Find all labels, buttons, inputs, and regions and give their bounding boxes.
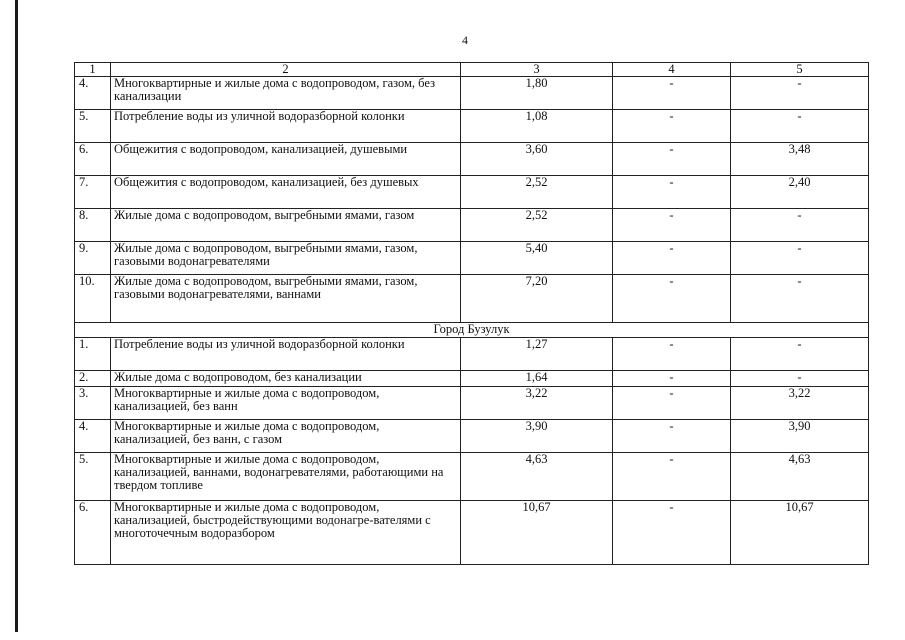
row-description: Жилые дома с водопроводом, без канализации	[111, 371, 461, 387]
row-value-col5: 3,22	[731, 387, 869, 420]
row-description: Потребление воды из уличной водоразборной колонки	[111, 110, 461, 143]
row-value-col3: 1,80	[461, 77, 613, 110]
header-col-3: 3	[461, 63, 613, 77]
table-row	[75, 209, 869, 242]
row-number: 1.	[75, 338, 111, 371]
row-value-col4: -	[613, 110, 731, 143]
table-row	[75, 77, 869, 110]
row-value-col3: 1,08	[461, 110, 613, 143]
row-number: 6.	[75, 501, 111, 565]
row-value-col4: -	[613, 453, 731, 501]
row-value-col4: -	[613, 209, 731, 242]
table-row	[75, 176, 869, 209]
row-number: 5.	[75, 453, 111, 501]
table-row	[75, 420, 869, 453]
table-row	[75, 371, 869, 387]
header-col-1: 1	[75, 63, 111, 77]
row-value-col5: -	[731, 371, 869, 387]
row-value-col3: 3,22	[461, 387, 613, 420]
row-value-col3: 2,52	[461, 209, 613, 242]
row-value-col3: 2,52	[461, 176, 613, 209]
row-value-col5: -	[731, 338, 869, 371]
table-row	[75, 387, 869, 420]
table-row	[75, 275, 869, 323]
row-value-col3: 3,90	[461, 420, 613, 453]
section-title: Город Бузулук	[75, 323, 869, 338]
table-row	[75, 242, 869, 275]
row-value-col3: 3,60	[461, 143, 613, 176]
row-description: Многоквартирные и жилые дома с водопроводом, канализацией, без ванн, с газом	[111, 420, 461, 453]
row-value-col3: 5,40	[461, 242, 613, 275]
row-number: 2.	[75, 371, 111, 387]
row-value-col5: 2,40	[731, 176, 869, 209]
table-row	[75, 110, 869, 143]
row-value-col5: -	[731, 275, 869, 323]
row-description: Многоквартирные и жилые дома с водопроводом, канализацией, быстродействующими водонагре-вателями с многоточечным водоразбором	[111, 501, 461, 565]
header-col-4: 4	[613, 63, 731, 77]
row-value-col3: 1,27	[461, 338, 613, 371]
row-value-col5: -	[731, 209, 869, 242]
row-description: Многоквартирные и жилые дома с водопроводом, канализацией, ваннами, водонагревателями, работающими на твердом топливе	[111, 453, 461, 501]
row-description: Жилые дома с водопроводом, выгребными ямами, газом, газовыми водонагревателями	[111, 242, 461, 275]
row-value-col4: -	[613, 275, 731, 323]
row-value-col5: -	[731, 110, 869, 143]
row-description: Общежития с водопроводом, канализацией, душевыми	[111, 143, 461, 176]
row-value-col3: 7,20	[461, 275, 613, 323]
row-value-col4: -	[613, 143, 731, 176]
row-value-col4: -	[613, 420, 731, 453]
row-number: 9.	[75, 242, 111, 275]
row-value-col3: 1,64	[461, 371, 613, 387]
row-value-col4: -	[613, 338, 731, 371]
table-row	[75, 143, 869, 176]
row-value-col4: -	[613, 77, 731, 110]
table-header-row	[75, 63, 869, 77]
table-row	[75, 338, 869, 371]
left-margin-bar	[15, 0, 18, 632]
row-value-col5: 3,48	[731, 143, 869, 176]
consumption-table	[74, 62, 869, 565]
row-value-col5: 3,90	[731, 420, 869, 453]
row-number: 4.	[75, 420, 111, 453]
row-value-col5: 10,67	[731, 501, 869, 565]
page-number: 4	[462, 33, 468, 47]
row-number: 8.	[75, 209, 111, 242]
row-description: Жилые дома с водопроводом, выгребными ямами, газом, газовыми водонагревателями, ваннами	[111, 275, 461, 323]
row-value-col5: 4,63	[731, 453, 869, 501]
row-description: Жилые дома с водопроводом, выгребными ямами, газом	[111, 209, 461, 242]
row-description: Многоквартирные и жилые дома с водопроводом, газом, без канализации	[111, 77, 461, 110]
row-number: 3.	[75, 387, 111, 420]
row-value-col5: -	[731, 242, 869, 275]
row-value-col5: -	[731, 77, 869, 110]
row-description: Многоквартирные и жилые дома с водопроводом, канализацией, без ванн	[111, 387, 461, 420]
row-number: 5.	[75, 110, 111, 143]
table-row	[75, 453, 869, 501]
row-value-col4: -	[613, 371, 731, 387]
row-description: Общежития с водопроводом, канализацией, без душевых	[111, 176, 461, 209]
table-row	[75, 501, 869, 565]
row-value-col3: 10,67	[461, 501, 613, 565]
row-value-col4: -	[613, 242, 731, 275]
row-value-col4: -	[613, 176, 731, 209]
row-value-col4: -	[613, 501, 731, 565]
row-number: 4.	[75, 77, 111, 110]
row-value-col4: -	[613, 387, 731, 420]
section-row	[75, 323, 869, 338]
row-number: 7.	[75, 176, 111, 209]
row-number: 10.	[75, 275, 111, 323]
row-number: 6.	[75, 143, 111, 176]
row-value-col3: 4,63	[461, 453, 613, 501]
header-col-5: 5	[731, 63, 869, 77]
row-description: Потребление воды из уличной водоразборной колонки	[111, 338, 461, 371]
header-col-2: 2	[111, 63, 461, 77]
